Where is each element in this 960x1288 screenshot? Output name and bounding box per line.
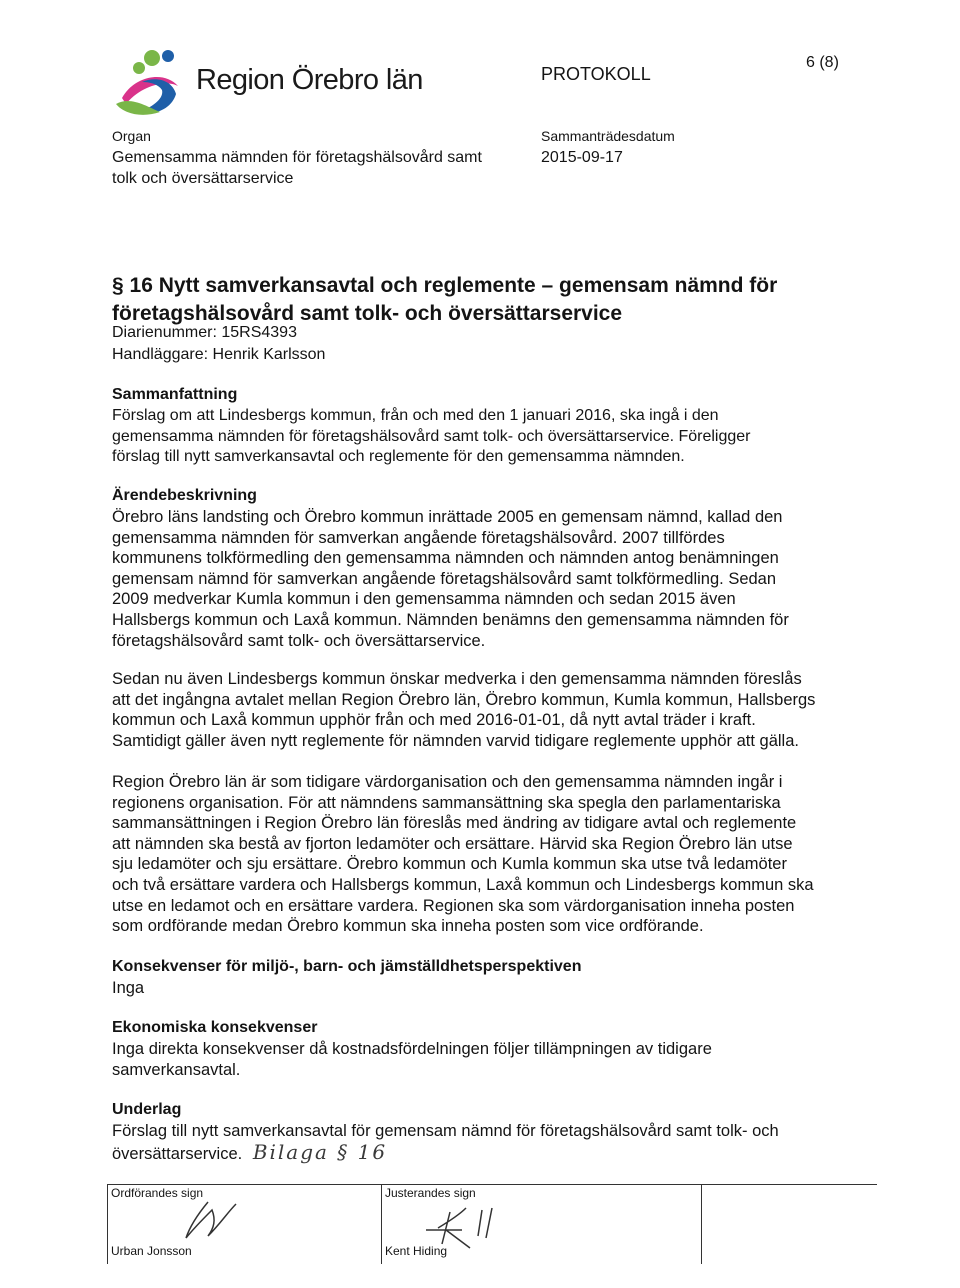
text-line: regionens organisation. För att nämndens sammansättning ska spegla den parlamentariska [112,793,781,812]
text-line-content: översättarservice. [112,1144,243,1163]
paragraph [112,772,872,937]
section-heading: Sammanfattning [112,386,238,403]
chair-signature-cell [107,1184,382,1264]
text-line: 2009 medverkar Kumla kommun i den gemensamma nämnden och sedan 2015 även [112,590,736,609]
section-sammanfattning [112,384,872,468]
text-line: Förslag om att Lindesbergs kommun, från och med den 1 januari 2016, ska ingå i den [112,407,719,424]
paragraph [112,669,872,751]
paragraph [112,1039,872,1080]
paragraph [112,507,872,651]
section-text: Inga [112,979,145,997]
text-line: Hallsbergs kommun och Laxå kommun. Nämnden benämns den gemensamma nämnden för [112,610,789,629]
empty-signature-cell [701,1184,878,1264]
item-heading-line1: § 16 Nytt samverkansavtal och reglemente – gemensam nämnd för [112,274,778,297]
text-line: Region Örebro län är som tidigare värdorganisation och den gemensamma nämnden ingår i [112,773,783,791]
organ-line2: tolk och översättarservice [112,170,294,187]
text-line: att det ingångna avtalet mellan Region Örebro län, Örebro kommun, Kumla kommun, Hallsbergs [112,690,816,709]
text-line: Förslag till nytt samverkansavtal för gemensam nämnd för företagshälsovård samt tolk- och [112,1122,779,1140]
chair-sign-label: Ordförandes sign [111,1186,204,1200]
org-name: Region Örebro län [196,64,423,96]
adjuster-name: Kent Hiding [385,1244,448,1258]
section-heading: Ekonomiska konsekvenser [112,1019,318,1036]
chair-name: Urban Jonsson [111,1244,192,1258]
text-line: Samtidigt gäller även nytt reglemente för nämnden varvid tidigare reglemente upphör att gälla. [112,731,799,750]
item-heading-line2: företagshälsovård samt tolk- och översättarservice [112,302,623,325]
text-line: gemensam nämnd för samverkan angående företagshälsovård samt tolkförmedling. Sedan [112,569,777,588]
text-line: sju ledamöter och sju ersättare. Örebro kommun och Kumla kommun ska utse två ledamöter [112,855,787,874]
paragraph [112,1121,872,1164]
section-arendebeskrivning [112,485,872,651]
adjuster-signature-cell [381,1184,702,1264]
organ-block [112,126,482,189]
adjuster-signature [420,1200,520,1250]
diarienummer: Diarienummer: 15RS4393 [112,324,297,341]
text-line: utse en ledamot och en ersättare vardera. Regionen ska som värdorganisation inneha posten [112,896,795,915]
organ-line1: Gemensamma nämnden för företagshälsovård samt [112,149,482,166]
organ-label: Organ [112,128,151,144]
text-line: att nämnden ska bestå av fjorton ledamöter och ersättare. Härvid ska Region Örebro län utse [112,834,793,853]
date-block [541,126,675,168]
text-line: gemensamma nämnden för samverkan angående företagshälsovård. 2007 tillfördes [112,528,725,547]
section-heading: Konsekvenser för miljö-, barn- och jämställdhetsperspektiven [112,958,582,975]
chair-signature [168,1198,238,1242]
signature-table [107,1184,877,1264]
section-underlag [112,1099,872,1164]
adjuster-sign-label: Justerandes sign [385,1186,476,1200]
date-value: 2015-09-17 [541,149,623,166]
section-ekonomiska [112,1017,872,1080]
text-line: Inga direkta konsekvenser då kostnadsfördelningen följer tillämpningen av tidigare [112,1040,712,1058]
text-line: Sedan nu även Lindesbergs kommun önskar medverka i den gemensamma nämnden föreslås [112,670,802,688]
text-line: gemensamma nämnden för företagshälsovård samt tolk- och översättarservice. Föreligger [112,427,751,445]
section-heading: Ärendebeskrivning [112,487,257,504]
section-heading: Underlag [112,1101,182,1118]
handlaggare: Handläggare: Henrik Karlsson [112,346,326,363]
text-line: och två ersättare vardera och Hallsbergs kommun, Laxå kommun och Lindesbergs kommun ska [112,875,814,894]
text-line: kommunens tolkförmedling den gemensamma nämnden och nämnden antog benämningen [112,549,779,568]
text-line: sammansättningen i Region Örebro län föreslås med ändring av tidigare avtal och reglemente [112,814,797,833]
section-konsekvenser [112,956,872,999]
item-heading [112,272,777,328]
text-line: Örebro läns landsting och Örebro kommun inrättade 2005 en gemensam nämnd, kallad den [112,508,783,526]
region-logo-icon [112,46,192,118]
document-type: PROTOKOLL [541,64,651,84]
text-line: samverkansavtal. [112,1060,241,1079]
page-number: 6 (8) [806,54,839,71]
text-line: kommun och Laxå kommun upphör från och med 2016-01-01, då nytt avtal träder i kraft. [112,711,756,730]
text-line: som ordförande medan Örebro kommun ska inneha posten som vice ordförande. [112,917,704,936]
handwritten-annotation: Bilaga § 16 [252,1139,388,1164]
date-label: Sammanträdesdatum [541,128,675,144]
paragraph [112,406,872,468]
text-line: företagshälsovård samt tolk- och översättarservice. [112,631,486,650]
text-line: förslag till nytt samverkansavtal och reglemente för den gemensamma nämnden. [112,448,685,465]
text-line [112,1139,872,1165]
